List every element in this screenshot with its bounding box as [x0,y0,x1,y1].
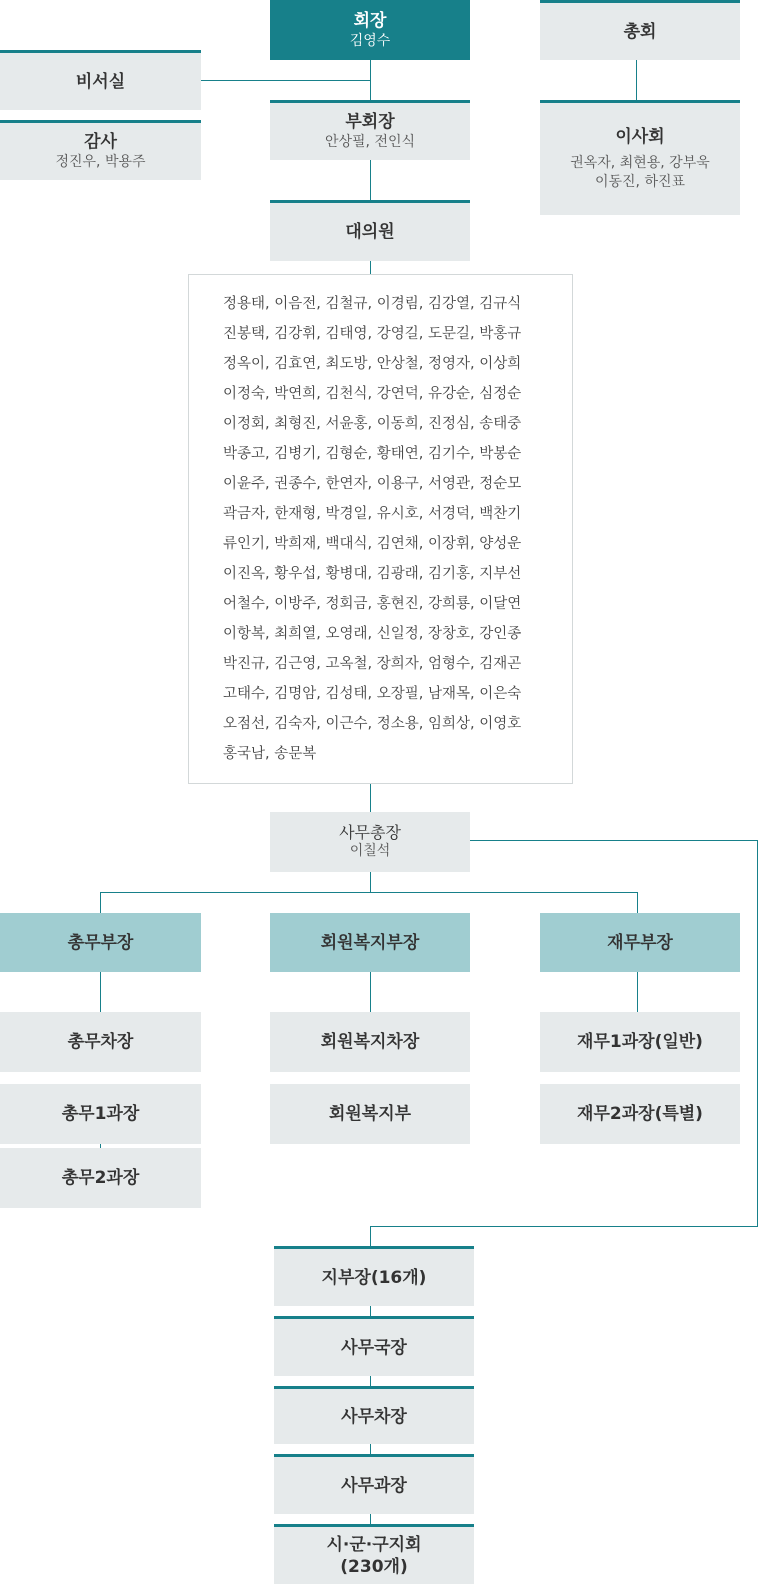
general-unit-node [0,1148,201,1208]
general-affairs-head-title: 총무부장 [67,932,134,953]
audit-names: 정진우, 박용주 [55,154,146,170]
connector-line [100,892,638,893]
chairman-title: 회장 [353,10,387,31]
vice-chairman-node [270,100,470,160]
member-row: 이정숙, 박연희, 김천식, 강연덕, 유강순, 심정순 [223,386,522,402]
finance-unit-title: 재무1과장(일반) [577,1032,703,1052]
finance-head-title: 재무부장 [607,932,673,953]
delegates-title: 대의원 [345,222,395,242]
welfare-unit-node [270,1012,470,1072]
general-unit-title: 총무차장 [67,1032,134,1052]
board-names-line1: 권옥자, 최현용, 강부욱 [570,155,710,171]
branch-deputy-title: 사무차장 [341,1406,407,1427]
member-row: 이정회, 최형진, 서윤홍, 이동희, 진정심, 송태중 [223,416,522,432]
local-chapter-count: (230개) [340,1556,408,1577]
connector-line [370,972,371,1012]
member-row: 정용태, 이음전, 김철규, 이경림, 김강열, 김규식 [223,296,522,312]
delegates-member-list [188,274,573,784]
connector-line [370,1306,371,1316]
finance-head-node [540,913,740,972]
connector-line [370,1376,371,1386]
general-meeting-title: 총회 [623,21,657,42]
general-unit-title: 총무2과장 [61,1168,140,1188]
member-row: 박진규, 김근영, 고옥철, 장희자, 엄형수, 김재곤 [223,656,522,672]
connector-line [470,840,758,841]
connector-line [370,160,371,201]
general-unit-node [0,1084,201,1144]
finance-unit-node [540,1084,740,1144]
vice-chairman-title: 부회장 [345,112,395,132]
chairman-name: 김영수 [349,32,391,49]
welfare-unit-node [270,1084,470,1144]
member-row: 진봉택, 김강휘, 김태영, 강영길, 도문길, 박홍규 [223,326,522,342]
connector-line [370,1514,371,1524]
secretariat-node [0,50,201,110]
member-row: 어철수, 이방주, 정회금, 홍현진, 강희룡, 이달연 [223,596,522,612]
welfare-head-node [270,913,470,972]
audit-title: 감사 [84,132,117,152]
connector-line [201,80,371,81]
connector-line [636,60,637,101]
member-row: 오점선, 김숙자, 이근수, 정소용, 임희상, 이영호 [223,716,522,732]
connector-line [757,840,758,1227]
secretariat-title: 비서실 [75,71,126,92]
member-row: 박종고, 김병기, 김형순, 황태연, 김기수, 박봉순 [223,446,522,462]
branch-head-node [274,1246,474,1306]
secretary-general-node [270,812,470,872]
chairman-node [270,0,470,60]
board-title: 이사회 [615,127,665,147]
audit-node [0,120,201,180]
general-meeting-node [540,0,740,60]
connector-line [100,972,101,1012]
member-row: 홍국남, 송문복 [223,746,317,762]
finance-unit-node [540,1012,740,1072]
branch-director-node [274,1316,474,1376]
local-chapter-node [274,1524,474,1584]
connector-line [370,1226,758,1227]
finance-unit-title: 재무2과장(특별) [577,1104,703,1124]
branch-manager-node [274,1454,474,1514]
member-row: 고태수, 김명암, 김성태, 오장필, 남재목, 이은숙 [223,686,522,702]
connector-line [370,872,371,892]
branch-head-title: 지부장(16개) [321,1267,427,1288]
connector-line [370,261,371,274]
board-node [540,100,740,215]
branch-manager-title: 사무과장 [341,1475,407,1496]
board-names-line2: 이동진, 하진표 [594,174,686,190]
local-chapter-title: 시·군·구지회 [326,1534,422,1555]
branch-deputy-node [274,1386,474,1444]
welfare-head-title: 회원복지부장 [320,932,420,953]
connector-line [370,784,371,812]
connector-line [637,972,638,1012]
connector-line [370,1226,371,1247]
delegates-node [270,200,470,261]
connector-line [370,1444,371,1454]
connector-line [100,892,101,913]
member-row: 류인기, 박희재, 백대식, 김연채, 이장휘, 양성운 [223,536,522,552]
general-affairs-head-node [0,913,201,972]
welfare-unit-title: 회원복지차장 [320,1032,420,1052]
member-row: 이진옥, 황우섭, 황병대, 김광래, 김기홍, 지부선 [223,566,522,582]
welfare-unit-title: 회원복지부 [328,1104,412,1124]
branch-director-title: 사무국장 [341,1337,407,1358]
member-row: 곽금자, 한재형, 박경일, 유시호, 서경덕, 백찬기 [223,506,522,522]
vice-chairman-names: 안상필, 전인식 [324,134,416,150]
secretary-general-title: 사무총장 [339,823,401,842]
member-row: 이항복, 최희열, 오영래, 신일정, 장창호, 강인종 [223,626,522,642]
secretary-general-name: 이칠석 [349,843,391,859]
member-row: 이윤주, 권종수, 한연자, 이용구, 서영관, 정순모 [223,476,522,492]
general-unit-title: 총무1과장 [61,1104,140,1124]
general-unit-node [0,1012,201,1072]
connector-line [637,892,638,913]
member-row: 정옥이, 김효연, 최도방, 안상철, 정영자, 이상희 [223,356,522,372]
